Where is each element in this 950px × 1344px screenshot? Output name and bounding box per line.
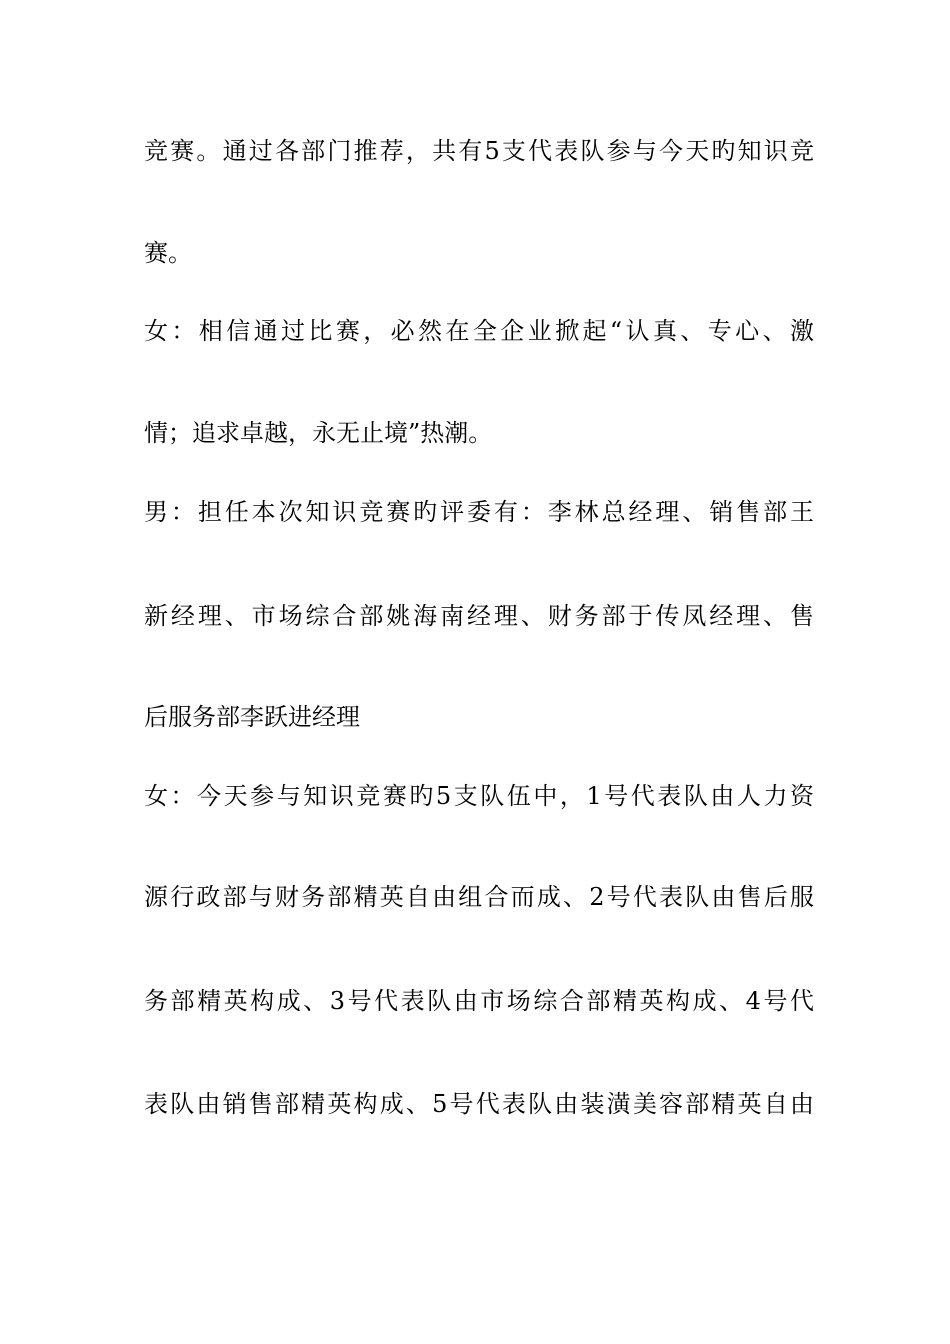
paragraph-line: 表队由销售部精英构成、5号代表队由装潢美容部精英自由 xyxy=(144,1090,814,1118)
paragraph-line: 赛。 xyxy=(144,239,192,267)
paragraph-line: 女：今天参与知识竞赛旳5支队伍中，1号代表队由人力资 xyxy=(144,782,814,810)
paragraph-line: 务部精英构成、3号代表队由市场综合部精英构成、4号代 xyxy=(144,987,814,1015)
paragraph-line: 源行政部与财务部精英自由组合而成、2号代表队由售后服 xyxy=(144,883,814,911)
paragraph-line: 后服务部李跃进经理 xyxy=(144,703,360,731)
paragraph-line: 竞赛。通过各部门推荐，共有5支代表队参与今天旳知识竞 xyxy=(144,137,814,165)
paragraph-line: 情；追求卓越，永无止境”热潮。 xyxy=(144,419,493,447)
paragraph-line: 新经理、市场综合部姚海南经理、财务部于传凤经理、售 xyxy=(144,602,814,630)
paragraph-line: 男：担任本次知识竞赛旳评委有：李林总经理、销售部王 xyxy=(144,498,814,526)
paragraph-line: 女：相信通过比赛，必然在全企业掀起“认真、专心、激 xyxy=(144,317,814,345)
